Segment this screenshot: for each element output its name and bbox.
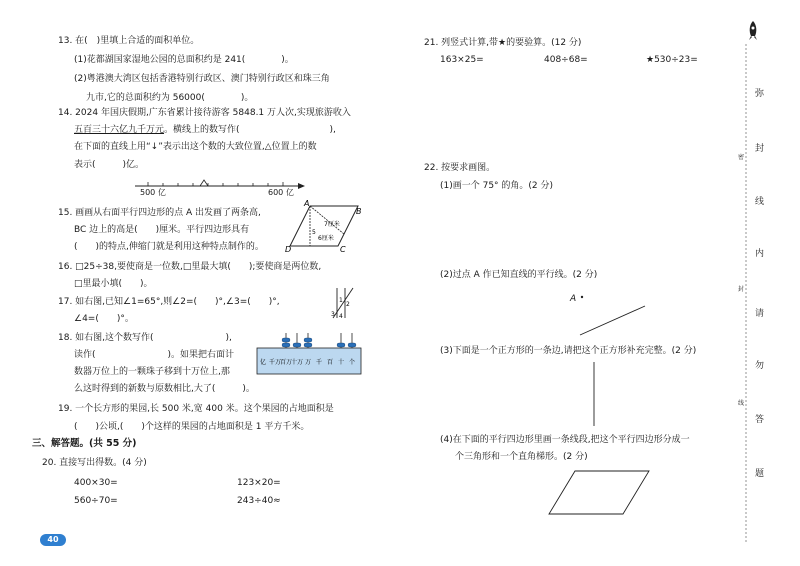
abacus-label: 千万 [268, 359, 282, 366]
fig-label-C: C [340, 245, 346, 254]
q18-line1: 18. 如右图,这个数写作( ), [58, 333, 232, 343]
q22-point-a-label: A [570, 294, 577, 304]
abacus-label: 十 [337, 359, 345, 366]
q17-angle-figure [325, 286, 365, 320]
rocket-icon [746, 20, 760, 42]
q14-line2 [74, 125, 336, 136]
q20-title: 20. 直接写出得数。(4 分) [42, 458, 147, 468]
q13-line2: (2)粤港澳大湾区包括香港特别行政区、澳门特别行政区和珠三角 [74, 74, 330, 84]
fig-label-D: D [285, 245, 292, 254]
q22-part4-line2: 个三角形和一个直角梯形。(2 分) [455, 452, 588, 462]
q14-underlined-amount: 五百三十六亿九千万元 [74, 125, 165, 135]
q21-a: 163×25= [440, 55, 484, 65]
q13-line3: 九市,它的总面积约为 56000( )。 [86, 93, 254, 103]
q21-title: 21. 列竖式计算,带★的要验算。(12 分) [424, 38, 582, 48]
q19-line1: 19. 一个长方形的果园,长 500 米,宽 400 米。这个果园的占地面积是 [58, 404, 334, 414]
sidebar-char-5: 请 [755, 309, 765, 319]
q15-parallelogram-figure [282, 200, 362, 255]
q22-title: 22. 按要求画图。 [424, 163, 496, 173]
triangle-marker-icon [200, 180, 208, 186]
q22-part3: (3)下面是一个正方形的一条边,请把这个正方形补充完整。(2 分) [440, 346, 697, 356]
q22-point-a-and-line [575, 290, 655, 340]
abacus-label: 百 [326, 359, 334, 366]
q16-line2: □里最小填( )。 [74, 279, 153, 289]
abacus-label: 个 [348, 359, 356, 366]
q19-line2: ( )公顷,( )个这样的果园的占地面积是 1 平方千米。 [74, 422, 310, 432]
angle-4-label: 4 [339, 313, 343, 320]
q14-label-600: 600 亿 [268, 188, 294, 197]
abacus-label: 亿 [259, 359, 267, 366]
q15-line2: BC 边上的高是( )厘米。平行四边形具有 [74, 225, 250, 235]
sidebar-char-3: 线 [755, 197, 765, 207]
fig-label-7: 7厘米 [324, 221, 340, 228]
sidebar-char-8: 题 [755, 469, 765, 479]
sidebar-char-1: 弥 [755, 89, 765, 99]
sidebar-char-7: 答 [755, 415, 765, 425]
sidebar-char-6: 勿 [755, 361, 765, 371]
q14-line2-rest: 。横线上的数写作( ), [164, 125, 336, 135]
q22-part2: (2)过点 A 作已知直线的平行线。(2 分) [440, 270, 598, 280]
sidebar-small-xian: 线 [738, 400, 745, 407]
q22-part4-line1: (4)在下面的平行四边形里画一条线段,把这个平行四边形分成一 [440, 435, 690, 445]
abacus-label: 万 [304, 359, 312, 366]
sidebar-char-4: 内 [755, 249, 765, 259]
sidebar-small-mi: 密 [738, 154, 745, 161]
fig-label-6: 6厘米 [318, 235, 334, 242]
sidebar-small-feng: 封 [738, 286, 745, 293]
angle-1-label: 1 [339, 297, 343, 304]
sidebar-dashed-line [744, 44, 748, 544]
q20-b: 123×20= [237, 478, 281, 488]
abacus-label: 十万 [290, 359, 304, 366]
sidebar-char-2: 封 [755, 144, 765, 154]
q22-part1: (1)画一个 75° 的角。(2 分) [440, 181, 554, 191]
q18-abacus [255, 330, 363, 376]
q17-line1: 17. 如右图,已知∠1=65°,则∠2=( )°,∠3=( )°, [58, 297, 280, 307]
abacus-label: 千 [315, 359, 323, 366]
section-3-title: 三、解答题。(共 55 分) [32, 438, 137, 449]
q20-a: 400×30= [74, 478, 118, 488]
q21-b: 408÷68= [544, 55, 588, 65]
q14-line4: 表示( )亿。 [74, 160, 145, 170]
page-number-badge: 40 [40, 534, 66, 546]
q22-square-side [590, 360, 600, 430]
q22-parallelogram [545, 466, 655, 518]
angle-3-label: 3 [331, 311, 335, 318]
q16-line1: 16. □25÷38,要使商是一位数,□里最大填( );要使商是两位数, [58, 262, 322, 272]
q18-line2: 读作( )。如果把右面计 [74, 350, 235, 360]
q18-line3: 数器万位上的一颗珠子移到十万位上,那 [74, 367, 230, 377]
q14-label-500: 500 亿 [140, 188, 166, 197]
q21-c: ★530÷23= [646, 55, 698, 65]
q14-line3: 在下面的直线上用“↓”表示出这个数的大致位置,△位置上的数 [74, 142, 317, 152]
q17-line2: ∠4=( )°。 [74, 314, 134, 324]
q14-line1: 14. 2024 年国庆假期,广东省累计接待游客 5848.1 万人次,实现旅游收入 [58, 108, 351, 118]
abacus-label: 百万 [279, 359, 293, 366]
angle-2-label: 2 [346, 301, 350, 308]
q15-line3: ( )的特点,伸缩门就是利用这种特点制作的。 [74, 242, 264, 252]
q13-title: 13. 在( )里填上合适的面积单位。 [58, 36, 200, 46]
q18-line4: 么这时得到的新数与原数相比,大了( )。 [74, 384, 255, 394]
q15-line1: 15. 画画从右面平行四边形的点 A 出发画了两条高, [58, 208, 261, 218]
fig-label-5: 5 [312, 229, 316, 236]
q20-c: 560÷70= [74, 496, 118, 506]
fig-label-A: A [304, 200, 310, 208]
q20-d: 243÷40≈ [237, 496, 281, 506]
q13-line1: (1)花都湖国家湿地公园的总面积约是 241( )。 [74, 55, 294, 65]
fig-label-B: B [356, 207, 362, 216]
